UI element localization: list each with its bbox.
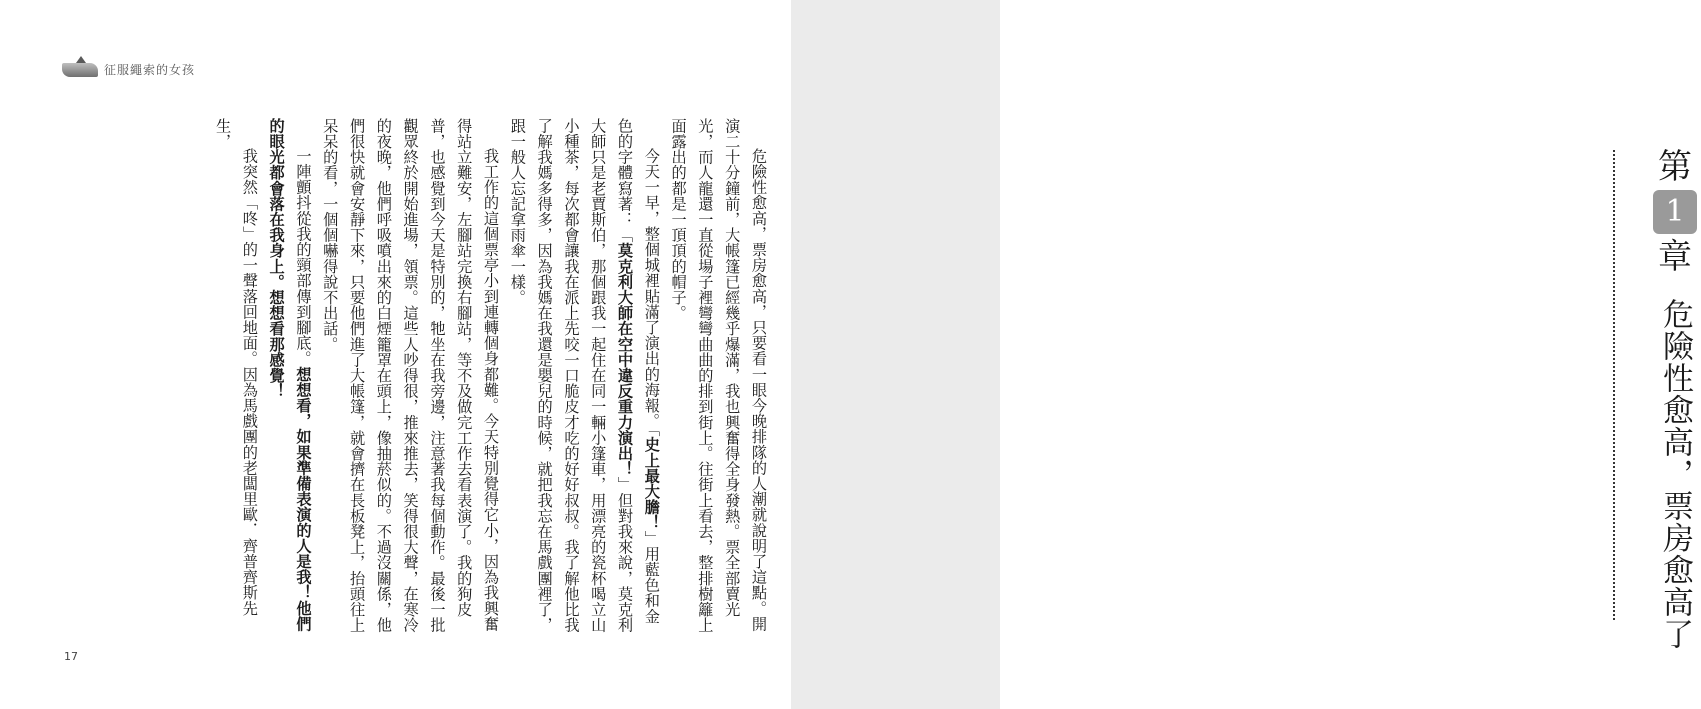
running-header — [62, 58, 195, 80]
book-page — [0, 0, 791, 709]
body-text — [84, 118, 772, 638]
book-title: 征服繩索的女孩 — [104, 62, 196, 77]
chapter-title: 危險性愈高，票房愈高了 — [1657, 298, 1693, 650]
chapter-heading — [1649, 148, 1701, 650]
paragraph: 一陣顫抖從我的頸部傳到腳底。想想看，如果準備表演的人是我！他們的眼光都會落在我身上。想想看那感覺！ — [267, 118, 313, 632]
paragraph: 我工作的這個票亭小到連轉個身都難。今天特別覺得它小，因為我興奮得站立難安，左腳站完換右腳站，等不及做完工作去看表演了。我的狗皮普，也感覺到今天是特別的，牠坐在我旁邊，注意著我每個動作。最後一批觀眾終於開始進場，領票。這些人吵得很，推來推去，笑得很大聲，在寒冷的夜晚，他們呼吸噴出來的白煙籠罩在頭上，像抽菸似的。不過沒關係，他們很快就會安靜下來，只要他們進了大帳篷，就會擠在長板凳上，抬頭往上呆呆的看，一個個嚇得說不出話。 — [321, 118, 501, 633]
page-number: 17 — [64, 650, 78, 663]
chapter-sidebar — [791, 0, 1693, 709]
chapter-number-badge: 1 — [1653, 190, 1697, 234]
paragraph: 我突然「咚」的一聲落回地面。因為馬戲團的老闆里歐．齊普齊斯先生， — [214, 118, 259, 617]
paragraph: 今天一早，整個城裡貼滿了演出的海報。「史上最大膽！」用藍色和金色的字體寫著：「莫克利大師在空中違反重力演出！」但對我來說，莫克利大師只是老賈斯伯，那個跟我一起住在同一輛小篷車，用漂亮的瓷杯喝立山小種茶，每次都會讓我在派上先咬一口脆皮才吃的好好叔叔。我了解他比我了解我媽多得多，因為我媽在我還是嬰兒的時候，就把我忘在馬戲團裡了，跟一般人忘記拿雨傘一樣。 — [508, 118, 661, 633]
chapter-prefix: 第 — [1658, 147, 1692, 187]
tightrope-girl-logo-icon — [62, 60, 100, 78]
chapter-suffix: 章 — [1658, 237, 1692, 277]
paragraph: 危險性愈高，票房愈高，只要看一眼今晚排隊的人潮就說明了這點。開演二十分鐘前，大帳篷已經幾乎爆滿，我也興奮得全身發熱。票全部賣光光，而人龍還一直從場子裡彎彎曲曲的排到街上。往街上看去，整排樹籬上面露出的都是一頂頂的帽子。 — [669, 118, 768, 633]
dotted-divider — [1613, 150, 1615, 620]
